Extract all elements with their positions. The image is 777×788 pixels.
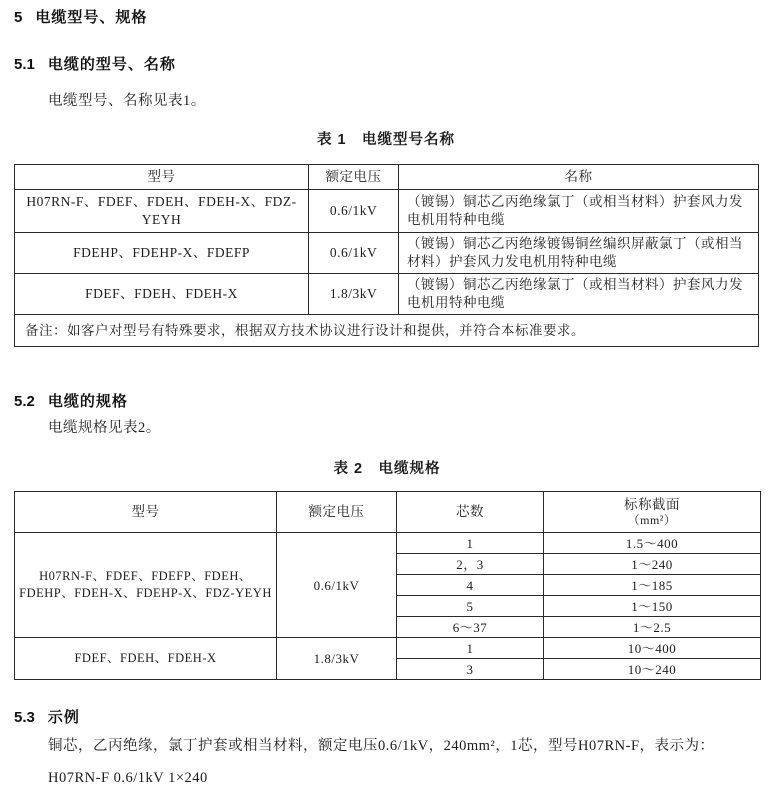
table2-cell-cores: 1: [397, 533, 544, 554]
table2-cell-cores: 5: [397, 596, 544, 617]
table1-header-row: [15, 165, 759, 190]
table2-cell-models: H07RN-F、FDEF、FDEFP、FDEH、FDEHP、FDEH-X、FDEHP-X、FDZ-YEYH: [15, 533, 277, 638]
table1-cell-model: FDEF、FDEH、FDEH-X: [15, 274, 309, 315]
table1-note: 备注：如客户对型号有特殊要求，根据双方技术协议进行设计和提供，并符合本标准要求。: [15, 315, 759, 347]
table2-cell-cores: 1: [397, 638, 544, 659]
table1-cell-voltage: 1.8/3kV: [309, 274, 399, 315]
table1-row: [15, 190, 759, 233]
table2-header-row: [15, 492, 761, 533]
section-5-3-number: 5.3: [14, 709, 35, 726]
table1-cell-voltage: 0.6/1kV: [309, 190, 399, 233]
table2-cell-section: 10～240: [544, 659, 761, 680]
example-description: 铜芯，乙丙绝缘，氯丁护套或相当材料，额定电压0.6/1kV，240mm²，1芯，型号H07RN-F，表示为：: [48, 738, 715, 754]
table2-cell-section: 1～185: [544, 575, 761, 596]
table1-cell-name: （镀锡）铜芯乙丙绝缘镀锡铜丝编织屏蔽氯丁（或相当材料）护套风力发电机用特种电缆: [399, 233, 759, 274]
table2-cell-cores: 3: [397, 659, 544, 680]
table2: [14, 491, 761, 680]
table2-cell-section: 1～240: [544, 554, 761, 575]
section-5-1-number: 5.1: [14, 56, 35, 73]
table2-cell-cores: 6～37: [397, 617, 544, 638]
table1-note-row: [15, 315, 759, 347]
table1-caption: 表 1 电缆型号名称: [316, 132, 456, 148]
section-5-1-heading: [14, 55, 761, 75]
table1: [14, 164, 759, 347]
table2-intro-text: 电缆规格见表2。: [48, 420, 161, 436]
table1-header-model: 型号: [15, 165, 309, 190]
table2-row: [15, 638, 761, 659]
table2-cell-section: 1～150: [544, 596, 761, 617]
table2-cell-cores: 4: [397, 575, 544, 596]
section-5-title: 电缆型号、规格: [35, 9, 148, 26]
table2-cell-models: FDEF、FDEH、FDEH-X: [15, 638, 277, 680]
table1-row: [15, 274, 759, 315]
table2-header-section: [544, 492, 761, 533]
table2-header-cores: 芯数: [397, 492, 544, 533]
table1-header-voltage: 额定电压: [309, 165, 399, 190]
table2-header-model: 型号: [15, 492, 277, 533]
table2-cell-cores: 2，3: [397, 554, 544, 575]
table2-cell-section: 1～2.5: [544, 617, 761, 638]
table1-intro-text: 电缆型号、名称见表1。: [48, 93, 206, 109]
section-5-2-title: 电缆的规格: [47, 393, 128, 410]
table1-row: [15, 233, 759, 274]
table1-cell-model: FDEHP、FDEHP-X、FDEFP: [15, 233, 309, 274]
table2-header-section-unit: （mm²）: [627, 513, 677, 527]
table2-row: [15, 533, 761, 554]
section-5-3-title: 示例: [47, 709, 80, 726]
example-designation: H07RN-F 0.6/1kV 1×240: [48, 770, 208, 786]
table1-cell-name: （镀锡）铜芯乙丙绝缘氯丁（或相当材料）护套风力发电机用特种电缆: [399, 274, 759, 315]
section-5-2-heading: [14, 392, 761, 412]
table1-header-name: 名称: [399, 165, 759, 190]
section-5-2-number: 5.2: [14, 393, 35, 410]
table1-cell-name: （镀锡）铜芯乙丙绝缘氯丁（或相当材料）护套风力发电机用特种电缆: [399, 190, 759, 233]
table1-cell-model: H07RN-F、FDEF、FDEH、FDEH-X、FDZ-YEYH: [15, 190, 309, 233]
section-5-number: 5: [14, 9, 23, 26]
table2-cell-section: 1.5～400: [544, 533, 761, 554]
table2-header-voltage: 额定电压: [277, 492, 397, 533]
table2-cell-section: 10～400: [544, 638, 761, 659]
table2-header-section-title: 标称截面: [624, 497, 680, 512]
table1-cell-voltage: 0.6/1kV: [309, 233, 399, 274]
table2-cell-voltage: 0.6/1kV: [277, 533, 397, 638]
table2-cell-voltage: 1.8/3kV: [277, 638, 397, 680]
section-5-1-title: 电缆的型号、名称: [47, 56, 176, 73]
section-5-3-heading: [14, 708, 761, 728]
table2-caption: 表 2 电缆规格: [333, 461, 441, 477]
section-5-heading: [14, 8, 761, 28]
